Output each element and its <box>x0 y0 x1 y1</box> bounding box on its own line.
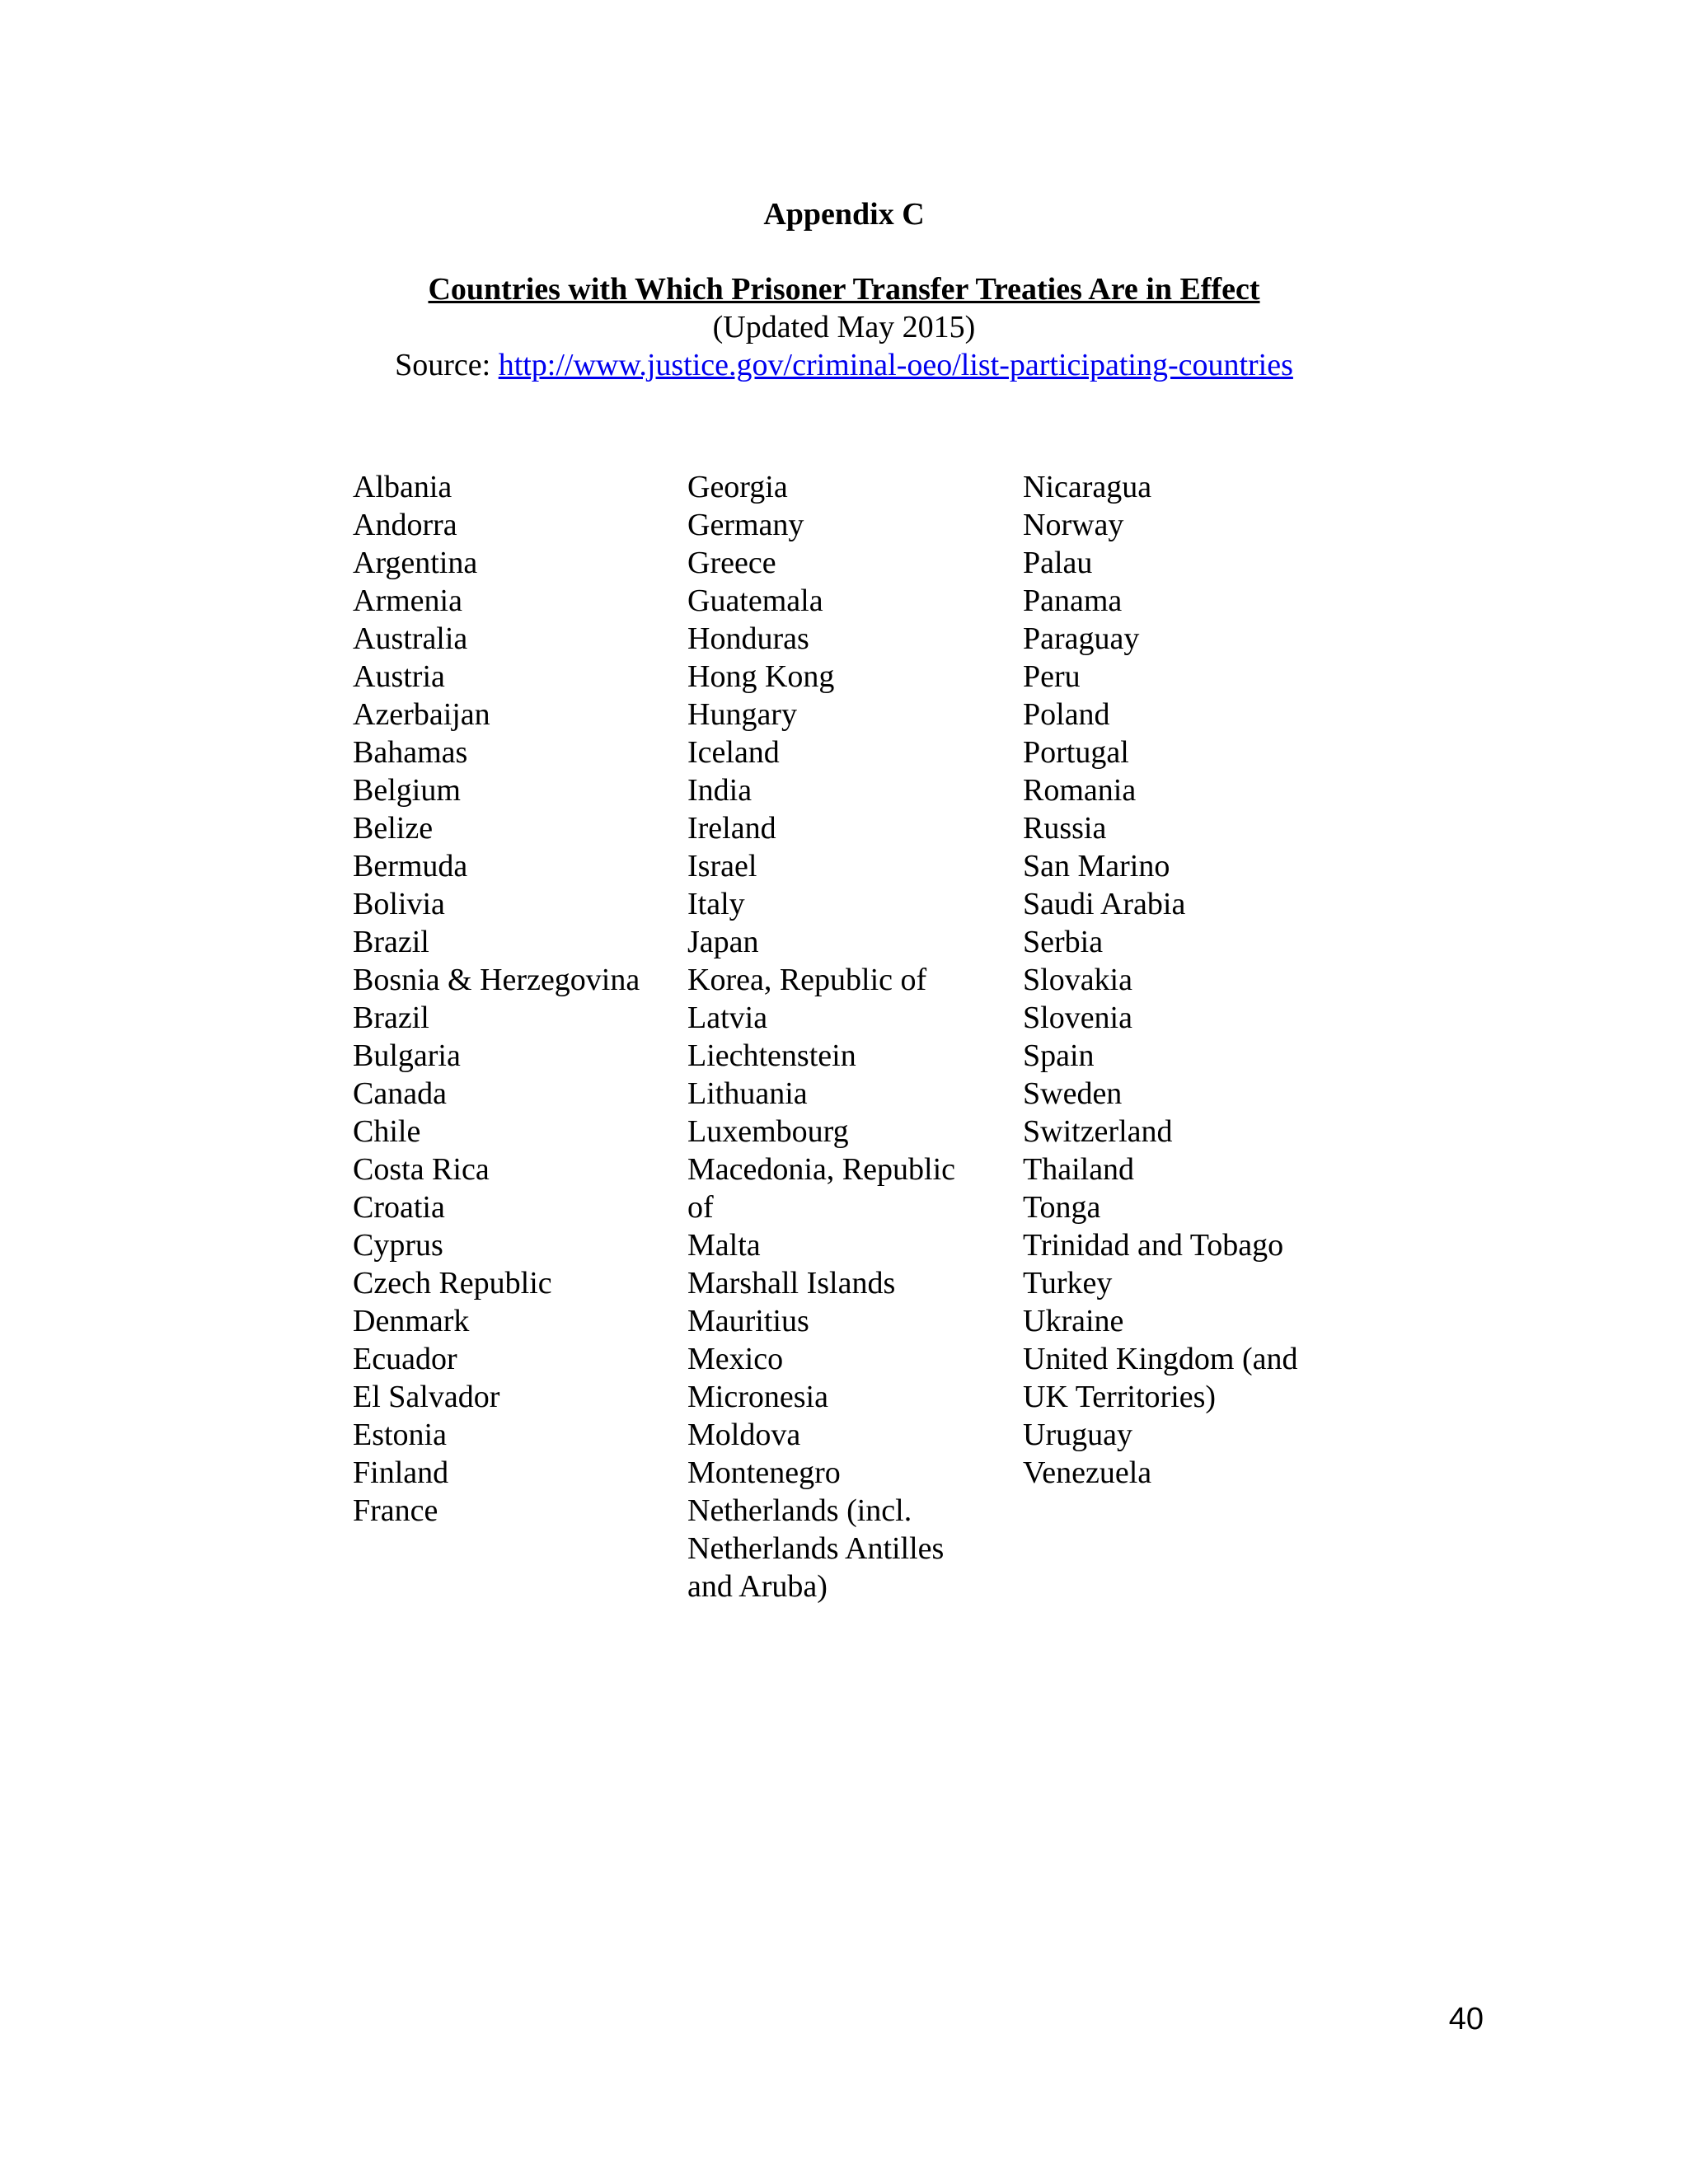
country-list-item: Albania <box>353 470 452 504</box>
country-column-1 <box>353 468 682 1530</box>
country-list-item: Chile <box>353 1114 421 1149</box>
country-list-item: Hong Kong <box>687 659 835 694</box>
country-list-item: Bermuda <box>353 849 468 883</box>
country-list-item: Israel <box>687 849 757 883</box>
country-list-item: France <box>353 1493 438 1528</box>
country-list-item: of <box>687 1190 714 1225</box>
page-number: 40 <box>1448 2002 1484 2036</box>
country-list-item: Georgia <box>687 470 788 504</box>
country-list-item: Paraguay <box>1023 621 1140 656</box>
country-list-item: Denmark <box>353 1304 470 1338</box>
country-list-item: Croatia <box>353 1190 445 1225</box>
country-list-item: and Aruba) <box>687 1569 828 1604</box>
country-list-item: Moldova <box>687 1418 801 1452</box>
country-list-item: Ecuador <box>353 1342 457 1376</box>
country-list-item: Lithuania <box>687 1076 808 1111</box>
country-list-item: Cyprus <box>353 1228 443 1263</box>
country-list-item: India <box>687 773 753 808</box>
country-list-item: Micronesia <box>687 1380 828 1414</box>
country-list-item: Thailand <box>1023 1152 1135 1187</box>
country-list-item: Japan <box>687 925 759 959</box>
country-list-item: Canada <box>353 1076 447 1111</box>
country-list-item: Belgium <box>353 773 461 808</box>
country-list-item: Saudi Arabia <box>1023 887 1186 921</box>
country-list-item: Austria <box>353 659 445 694</box>
country-list-item: Turkey <box>1023 1266 1113 1301</box>
source-line <box>0 346 1688 384</box>
country-list-item: Uruguay <box>1023 1418 1132 1452</box>
document-heading: Countries with Which Prisoner Transfer Treaties Are in Effect <box>428 272 1260 307</box>
country-list-item: Luxembourg <box>687 1114 849 1149</box>
country-list-item: Guatemala <box>687 583 823 618</box>
country-list-item: Netherlands Antilles <box>687 1531 945 1566</box>
country-list-item: Honduras <box>687 621 809 656</box>
country-list-item: Netherlands (incl. <box>687 1493 912 1528</box>
country-list-item: Tonga <box>1023 1190 1101 1225</box>
country-list-item: Montenegro <box>687 1455 841 1490</box>
country-list-item: Sweden <box>1023 1076 1123 1111</box>
country-list-item: Portugal <box>1023 735 1129 770</box>
country-list-item: Estonia <box>353 1418 447 1452</box>
country-list-item: Trinidad and Tobago <box>1023 1228 1284 1263</box>
country-list-item: Finland <box>353 1455 449 1490</box>
country-list-item: Latvia <box>687 1001 768 1035</box>
country-list-item: Belize <box>353 811 434 846</box>
country-list-item: Peru <box>1023 659 1081 694</box>
country-list-item: Argentina <box>353 546 478 580</box>
country-list-item: Armenia <box>353 583 462 618</box>
country-list-item: Korea, Republic of <box>687 963 927 997</box>
country-list-item: Azerbaijan <box>353 697 490 732</box>
country-list-item: Marshall Islands <box>687 1266 896 1301</box>
country-list-item: Ireland <box>687 811 776 846</box>
country-list-item: Poland <box>1023 697 1110 732</box>
country-list-item: Slovenia <box>1023 1001 1132 1035</box>
country-list-item: Bosnia & Herzegovina <box>353 963 640 997</box>
country-list-item: Greece <box>687 546 776 580</box>
country-list-item: Malta <box>687 1228 761 1263</box>
country-list-item: Andorra <box>353 508 457 542</box>
country-list-item: United Kingdom (and <box>1023 1342 1298 1376</box>
source-label: Source: <box>395 348 499 382</box>
country-list-item: Bulgaria <box>353 1038 461 1073</box>
country-column-3 <box>1023 468 1369 1492</box>
country-list-item: Serbia <box>1023 925 1104 959</box>
country-list-item: Panama <box>1023 583 1123 618</box>
country-list-item: Hungary <box>687 697 797 732</box>
appendix-title: Appendix C <box>763 197 925 232</box>
country-list-item: Russia <box>1023 811 1107 846</box>
country-column-2 <box>687 468 1017 1605</box>
country-list-item: Mauritius <box>687 1304 809 1338</box>
country-list-item: Nicaragua <box>1023 470 1152 504</box>
country-list-item: UK Territories) <box>1023 1380 1217 1414</box>
country-list-item: Spain <box>1023 1038 1095 1073</box>
country-list-item: San Marino <box>1023 849 1170 883</box>
country-list-item: Switzerland <box>1023 1114 1173 1149</box>
country-list-item: Mexico <box>687 1342 784 1376</box>
country-list-item: Slovakia <box>1023 963 1132 997</box>
source-link[interactable]: http://www.justice.gov/criminal-oeo/list-participating-countries <box>498 348 1293 382</box>
country-list-item: Brazil <box>353 1001 429 1035</box>
country-list-item: Palau <box>1023 546 1093 580</box>
country-list-item: Romania <box>1023 773 1137 808</box>
country-list-item: Liechtenstein <box>687 1038 856 1073</box>
country-list-item: Australia <box>353 621 468 656</box>
country-list-item: El Salvador <box>353 1380 500 1414</box>
country-list-item: Bahamas <box>353 735 468 770</box>
country-list-item: Czech Republic <box>353 1266 552 1301</box>
country-list-item: Macedonia, Republic <box>687 1152 956 1187</box>
country-list-item: Brazil <box>353 925 429 959</box>
country-list-item: Germany <box>687 508 804 542</box>
country-list-item: Norway <box>1023 508 1124 542</box>
country-list-item: Iceland <box>687 735 780 770</box>
country-list-item: Italy <box>687 887 745 921</box>
country-list-item: Ukraine <box>1023 1304 1124 1338</box>
updated-date: (Updated May 2015) <box>712 310 976 344</box>
country-list-item: Costa Rica <box>353 1152 490 1187</box>
country-list-item: Venezuela <box>1023 1455 1152 1490</box>
country-list-item: Bolivia <box>353 887 445 921</box>
